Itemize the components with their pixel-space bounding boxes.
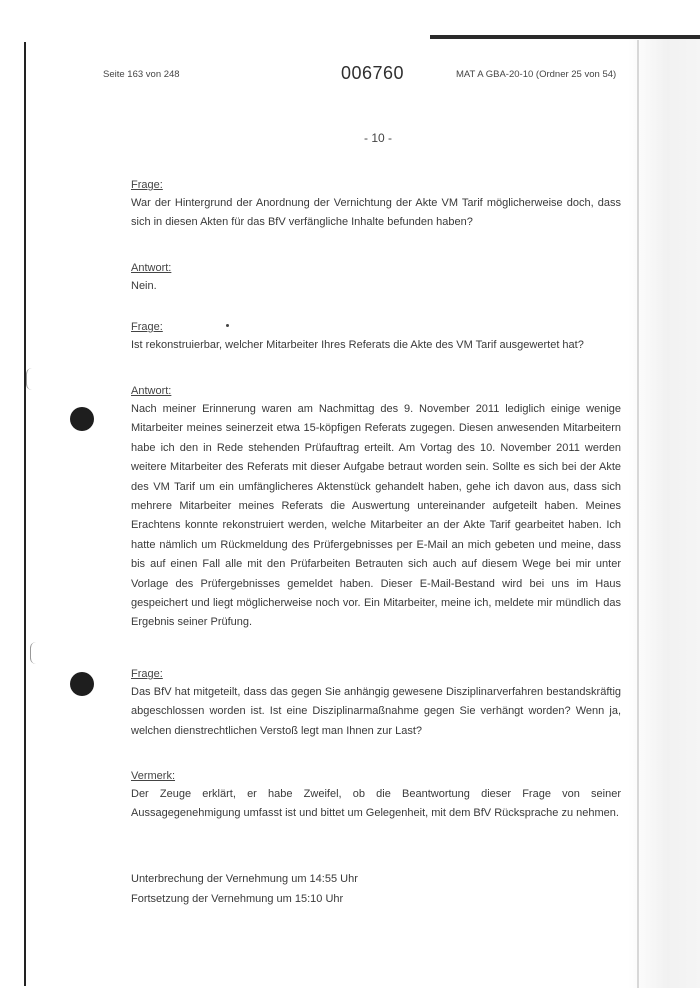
scan-edge-mark [30, 642, 37, 664]
qa-section [131, 177, 621, 233]
punch-hole [70, 672, 94, 696]
section-text: Das BfV hat mitgeteilt, dass das gegen Sie anhängig gewesene Disziplinarverfahren bestandskräftig abgeschlossen worden ist. Ist eine Disziplinarmaßnahme gegen Sie verhängt worden? Wenn ja, welchen dienstrechtlichen Verstoß legt man Ihnen zur Last? [131, 686, 621, 737]
section-label: Frage: [131, 179, 163, 191]
section-text: War der Hintergrund der Anordnung der Vernichtung der Akte VM Tarif möglicherweise doch, dass sich in diesen Akten für das BfV verfängliche Inhalte befunden haben? [131, 197, 621, 229]
section-text: Nein. [131, 280, 157, 292]
section-label: Frage: [131, 321, 163, 333]
scan-left-rule [24, 42, 26, 986]
page-of-label: Seite 163 von 248 [103, 69, 180, 80]
qa-section [131, 768, 621, 824]
interruption-note [131, 869, 621, 909]
qa-section [131, 383, 621, 633]
section-label: Antwort: [131, 385, 172, 397]
qa-section [131, 666, 621, 741]
reference-label: MAT A GBA-20-10 (Ordner 25 von 54) [456, 69, 617, 80]
continuation-line: Fortsetzung der Vernehmung um 15:10 Uhr [131, 893, 344, 905]
qa-section [131, 260, 621, 296]
page-number: - 10 - [364, 131, 393, 145]
scan-right-line [637, 40, 639, 988]
section-text: Ist rekonstruierbar, welcher Mitarbeiter Ihres Referats die Akte des VM Tarif ausgewertet hat? [131, 339, 584, 351]
section-text: Nach meiner Erinnerung waren am Nachmittag des 9. November 2011 lediglich einige wenige Mitarbeiter meines seinerzeit etwa 15-köpfigen Referats zugegen. Diesen anwesenden Mitarbeitern habe ich den in Rede stehenden Prüfauftrag erteilt. Am Vortag des 10. November 2011 werden weitere Mitarbeiter des Referats mit dieser Aufgabe betraut worden sein. Sollte es sich bei der Akte des VM Tarif um ein umfänglicheres Aktenstück gehandelt haben, gehe ich davon aus, dass sich mehrere Mitarbeiter meines Referats die Auswertung untereinander aufgeteilt haben. Meines Erachtens konnte rekonstruiert werden, welche Mitarbeiter an der Akte Tarif gearbeitet haben. Ich hatte nämlich um Rückmeldung des Prüfergebnisses per E-Mail an mich gebeten und meine, dass bis auf einen Fall alle mit den Prüfarbeiten Betrauten sich auch auf diesem Wege bei mir unter Vorlage des Prüfergebnisses gemeldet haben. Dieser E-Mail-Bestand wird bei uns im Haus gespeichert und liegt möglicherweise noch vor. Ein Mitarbeiter, meine ich, meldete mir mündlich das Ergebnis seiner Prüfung. [131, 403, 621, 629]
scan-edge-mark [26, 368, 33, 390]
punch-hole [70, 407, 94, 431]
section-text: Der Zeuge erklärt, er habe Zweifel, ob die Beantwortung dieser Frage von seiner Aussagegenehmigung umfasst ist und bittet um Gelegenheit, mit dem BfV Rücksprache zu nehmen. [131, 788, 621, 820]
qa-section [131, 319, 621, 355]
document-number: 006760 [341, 63, 405, 83]
interruption-line: Unterbrechung der Vernehmung um 14:55 Uhr [131, 873, 358, 885]
section-label: Vermerk: [131, 770, 176, 782]
section-label: Antwort: [131, 262, 172, 274]
section-label: Frage: [131, 668, 163, 680]
